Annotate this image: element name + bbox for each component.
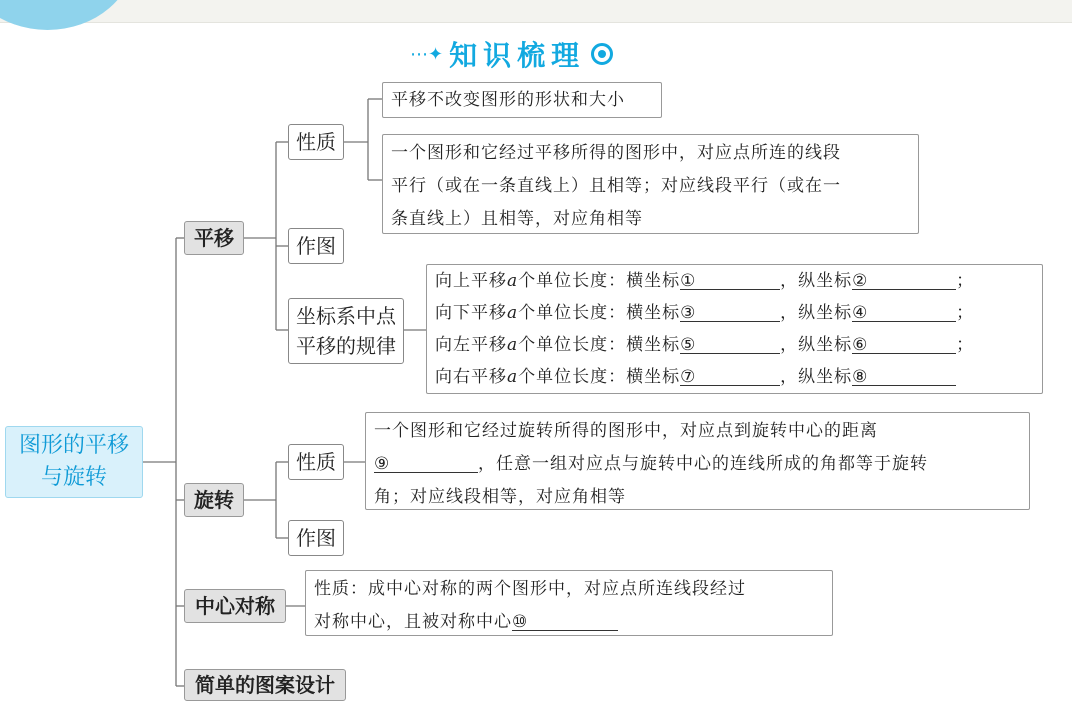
node-rotation-property: 性质 xyxy=(288,444,344,480)
prop2-line2: 平行（或在一条直线上）且相等；对应线段平行（或在一 xyxy=(391,176,841,196)
rule-row-up: 向上平移a个单位长度：横坐标① ，纵坐标② ； xyxy=(435,265,1034,297)
title-text: 知识梳理 xyxy=(449,39,586,72)
rule-row-right: 向右平移a个单位长度：横坐标⑦ ，纵坐标⑧ xyxy=(435,361,1034,393)
translation-property-box-1: 平移不改变图形的形状和大小 xyxy=(382,82,662,118)
rule-label-line2: 平移的规律 xyxy=(296,334,396,358)
blank-9[interactable]: ⑨ xyxy=(374,448,478,473)
sparkle-icon: ⋯✦ xyxy=(410,43,444,65)
rot-line2: ⑨ ，任意一组对应点与旋转中心的连线所成的角都等于旋转 xyxy=(374,448,1021,481)
prop2-line3: 条直线上）且相等，对应角相等 xyxy=(391,209,643,229)
translation-property-box-2 xyxy=(382,134,919,234)
node-translation-drawing: 作图 xyxy=(288,228,344,264)
root-node xyxy=(5,426,143,498)
rot-line3: 角；对应线段相等，对应角相等 xyxy=(374,487,626,507)
blank-8[interactable]: ⑧ xyxy=(852,361,956,386)
blank-10[interactable]: ⑩ xyxy=(512,606,618,631)
blank-7[interactable]: ⑦ xyxy=(680,361,780,386)
rule-row-left: 向左平移a个单位长度：横坐标⑤ ，纵坐标⑥ ； xyxy=(435,329,1034,361)
blank-1[interactable]: ① xyxy=(680,265,780,290)
node-central-symmetry: 中心对称 xyxy=(184,589,286,623)
blank-4[interactable]: ④ xyxy=(852,297,956,322)
node-translation-rule xyxy=(288,298,404,364)
blank-6[interactable]: ⑥ xyxy=(852,329,956,354)
rotation-property-box xyxy=(365,412,1030,510)
cs-line2: 对称中心，且被对称中心⑩ xyxy=(314,606,824,639)
blank-5[interactable]: ⑤ xyxy=(680,329,780,354)
node-rotation: 旋转 xyxy=(184,483,244,517)
rot-line1: 一个图形和它经过旋转所得的图形中，对应点到旋转中心的距离 xyxy=(374,421,878,441)
root-line1: 图形的平移 xyxy=(18,433,129,458)
rule-label-line1: 坐标系中点 xyxy=(296,304,396,328)
cs-line1: 性质：成中心对称的两个图形中，对应点所连线段经过 xyxy=(314,579,746,599)
node-translation-property: 性质 xyxy=(288,124,344,160)
blank-2[interactable]: ② xyxy=(852,265,956,290)
rule-row-down: 向下平移a个单位长度：横坐标③ ，纵坐标④ ； xyxy=(435,297,1034,329)
central-symmetry-box xyxy=(305,570,833,636)
node-pattern-design: 简单的图案设计 xyxy=(184,669,346,701)
node-translation: 平移 xyxy=(184,221,244,255)
root-line2: 与旋转 xyxy=(40,465,107,490)
blank-3[interactable]: ③ xyxy=(680,297,780,322)
node-rotation-drawing: 作图 xyxy=(288,520,344,556)
prop2-line1: 一个图形和它经过平移所得的图形中，对应点所连的线段 xyxy=(391,143,841,163)
translation-rule-box xyxy=(426,264,1043,394)
